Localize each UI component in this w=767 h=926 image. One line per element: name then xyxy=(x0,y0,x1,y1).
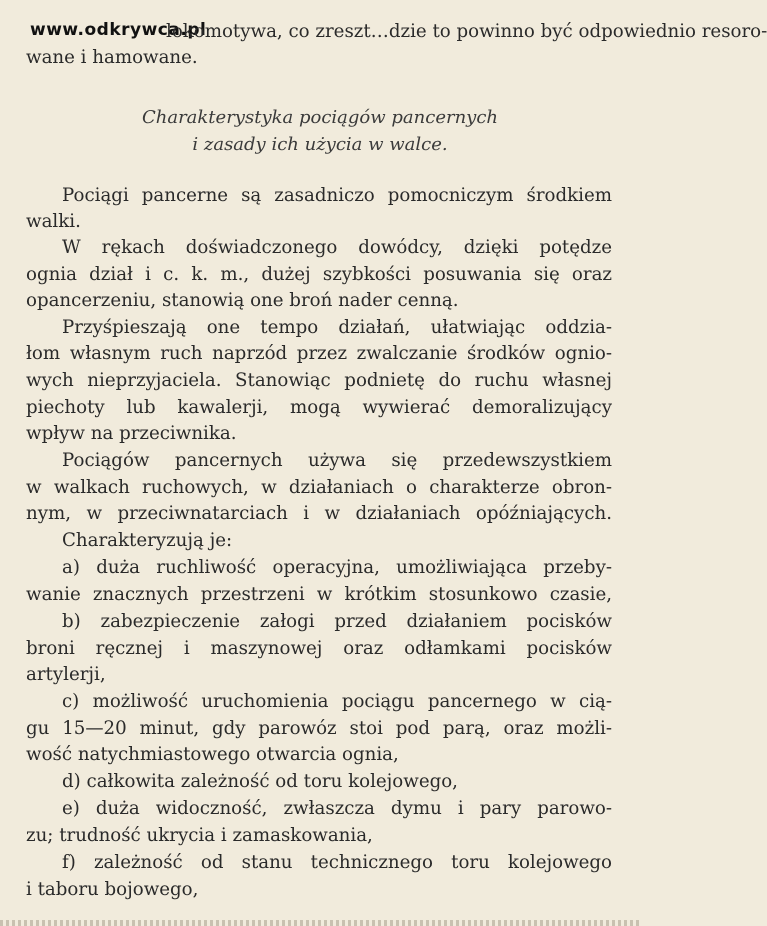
text-line: artylerji, xyxy=(26,664,106,685)
watermark: www.odkrywca.pl xyxy=(30,20,207,40)
text-line: wane i hamowane. xyxy=(26,47,198,68)
text-line: piechoty lub kawalerji, mogą wywierać demoralizujący xyxy=(26,397,612,418)
text-line: opancerzeniu, stanowią one broń nader cenną. xyxy=(26,290,459,311)
section-heading-line1: Charakterystyka pociągów pancernych xyxy=(141,107,499,128)
text-line: Charakteryzują je: xyxy=(62,530,233,551)
text-line: a) duża ruchliwość operacyjna, umożliwiająca przeby- xyxy=(62,557,612,578)
text-line: Pociągi pancerne są zasadniczo pomocniczym środkiem xyxy=(62,185,612,206)
section-heading-line2: i zasady ich użycia w walce. xyxy=(192,134,448,155)
text-line: broni ręcznej i maszynowej oraz odłamkami pocisków xyxy=(26,638,612,659)
text-line: f) zależność od stanu technicznego toru kolejowego xyxy=(62,852,612,873)
text-line: wość natychmiastowego otwarcia ognia, xyxy=(26,744,399,765)
text-line: gu 15—20 minut, gdy parowóz stoi pod parą, oraz możli- xyxy=(26,718,612,739)
text-line: wpływ na przeciwnika. xyxy=(26,423,237,444)
text-line: c) możliwość uruchomienia pociągu pancernego w cią- xyxy=(62,691,612,712)
text-line: zu; trudność ukrycia i zamaskowania, xyxy=(26,825,373,846)
text-line: b) zabezpieczenie załogi przed działaniem pocisków xyxy=(62,611,612,632)
text-line: łom własnym ruch naprzód przez zwalczanie środków ognio- xyxy=(26,343,612,364)
text-line: i taboru bojowego, xyxy=(26,879,199,900)
text-line: w walkach ruchowych, w działaniach o charakterze obron- xyxy=(26,477,612,498)
text-line: d) całkowita zależność od toru kolejowego, xyxy=(62,771,458,792)
text-line: Przyśpieszają one tempo działań, ułatwiając oddzia- xyxy=(62,317,612,338)
text-line: W rękach doświadczonego dowódcy, dzięki potędze xyxy=(62,237,612,258)
text-line: lokomotywa, co zreszt…dzie to powinno być odpowiednio resoro- xyxy=(166,21,767,42)
text-line: e) duża widoczność, zwłaszcza dymu i pary parowo- xyxy=(62,798,612,819)
page-bottom-edge xyxy=(0,920,640,926)
text-line: wych nieprzyjaciela. Stanowiąc podnietę do ruchu własnej xyxy=(26,370,612,391)
text-line: ognia dział i c. k. m., dużej szybkości posuwania się oraz xyxy=(26,264,612,285)
text-line: Pociągów pancernych używa się przedewszystkiem xyxy=(62,450,612,471)
text-line: nym, w przeciwnatarciach i w działaniach opóźniających. xyxy=(26,503,612,524)
text-line: walki. xyxy=(26,211,81,232)
text-line: wanie znacznych przestrzeni w krótkim stosunkowo czasie, xyxy=(26,584,612,605)
